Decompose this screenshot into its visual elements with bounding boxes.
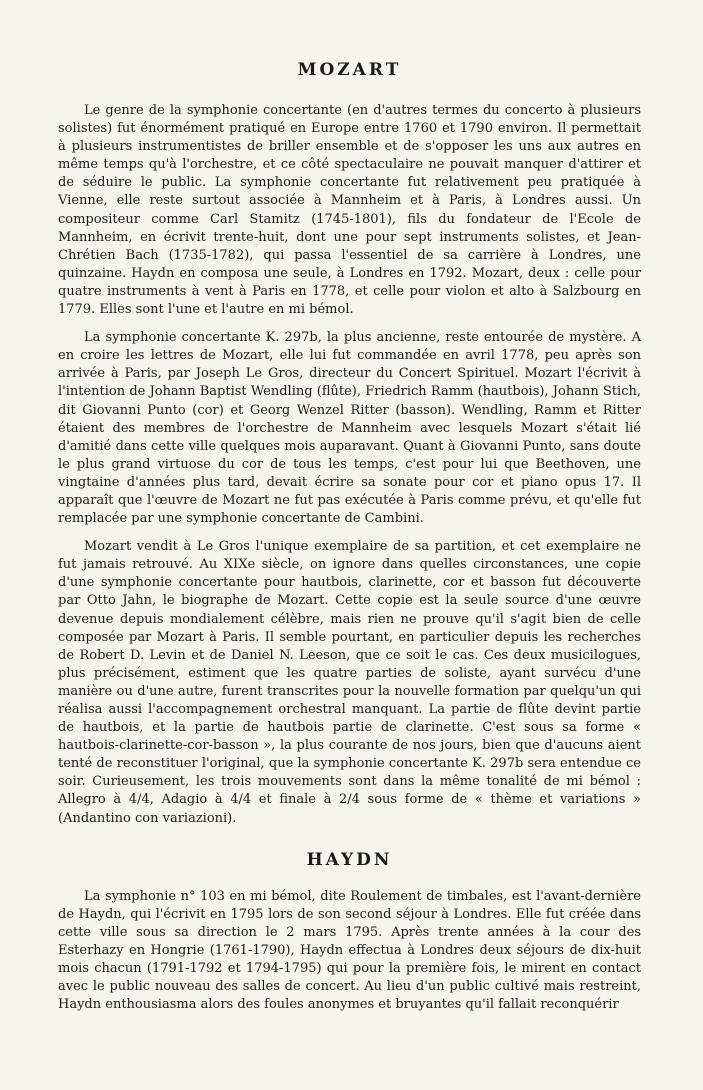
haydn-text-clip bbox=[58, 888, 641, 1013]
mozart-heading: MOZART bbox=[297, 60, 402, 80]
haydn-paragraph-1: La symphonie n° 103 en mi bémol, dite Roulement de timbales, est l'avant-dernière de Haydn, qui l'écrivit en 1795 lors de son second séjour à Londres. Elle fut créée dans cette ville sous sa direction le 2 mars 1795. Après trente années à la cour des Esterhazy en Hongrie (1761-1790), Haydn effectua à Londres deux séjours de dix-huit mois chacun (1791-1792 et 1794-1795) qui pour la première fois, le mirent en contact avec le public nouveau des salles de concert. Au lieu d'un public cultivé mais restreint, Haydn enthousiasma alors des foules anonymes et bruyantes qu'il fallait reconquérir bbox=[58, 888, 641, 1013]
mozart-paragraph-2: La symphonie concertante K. 297b, la plus ancienne, reste entourée de mystère. A en croire les lettres de Mozart, elle lui fut commandée en avril 1778, peu après son arrivée à Paris, par Joseph Le Gros, directeur du Concert Spirituel. Mozart l'écrivit à l'intention de Johann Baptist Wendling (flûte), Friedrich Ramm (hautbois), Johann Stich, dit Giovanni Punto (cor) et Georg Wenzel Ritter (basson). Wendling, Ramm et Ritter étaient des membres de l'orchestre de Mannheim avec lesquels Mozart s'était lié d'amitié dans cette ville quelques mois auparavant. Quant à Giovanni Punto, sans doute le plus grand virtuose du cor de tous les temps, c'est pour lui que Beethoven, une vingtaine d'années plus tard, devait écrire sa sonate pour cor et piano opus 17. Il apparaît que l'œuvre de Mozart ne fut pas exécutée à Paris comme prévu, et qu'elle fut remplacée par une symphonie concertante de Cambini. bbox=[58, 330, 641, 527]
haydn-heading: HAYDN bbox=[306, 849, 393, 870]
mozart-paragraph-1: Le genre de la symphonie concertante (en d'autres termes du concerto à plusieurs solistes) fut énormément pratiqué en Europe entre 1760 et 1790 environ. Il permettait à plusieurs instrumentistes de briller ensemble et de s'opposer les uns aux autres en même temps qu'à l'orchestre, et ce côté spectaculaire ne pouvait manquer d'attirer et de séduire le public. La symphonie concertante fut relativement peu pratiquée à Vienne, elle reste surtout associée à Mannheim et à Paris, à Londres aussi. Un compositeur comme Carl Stamitz (1745-1801), fils du fondateur de l'Ecole de Mannheim, en écrivit trente-huit, dont une pour sept instruments solistes, et Jean-Chrétien Bach (1735-1782), qui passa l'essentiel de sa carrière à Londres, une quinzaine. Haydn en composa une seule, à Londres en 1792. Mozart, deux : celle pour quatre instruments à vent à Paris en 1778, et celle pour violon et alto à Salzbourg en 1779. Elles sont l'une et l'autre en mi bémol. bbox=[58, 103, 641, 318]
mozart-paragraph-3: Mozart vendit à Le Gros l'unique exemplaire de sa partition, et cet exemplaire ne fut jamais retrouvé. Au XIXe siècle, on ignore dans quelles circonstances, une copie d'une symphonie concertante pour hautbois, clarinette, cor et basson fut découverte par Otto Jahn, le biographe de Mozart. Cette copie est la seule source d'une œuvre devenue depuis mondialement célèbre, mais rien ne prouve qu'il s'agit bien de celle composée par Mozart à Paris. Il semble pourtant, en particulier depuis les recherches de Robert D. Levin et de Daniel N. Leeson, que ce soit le cas. Ces deux musicilogues, plus précisément, estiment que les quatre parties de soliste, ayant survécu d'une manière ou d'une autre, furent transcrites pour la nouvelle formation par quelqu'un qui réalisa aussi l'accompagnement orchestral manquant. La partie de flûte devint partie de hautbois, et la partie de hautbois partie de clarinette. C'est sous sa forme « hautbois-clarinette-cor-basson », la plus courante de nos jours, bien que d'aucuns aient tenté de reconstituer l'original, que la symphonie concertante K. 297b sera entendue ce soir. Curieusement, les trois mouvements sont dans la même tonalité de mi bémol : Allegro à 4/4, Adagio à 4/4 et finale à 2/4 sous forme de « thème et variations » (Andantino con variazioni). bbox=[58, 539, 641, 826]
